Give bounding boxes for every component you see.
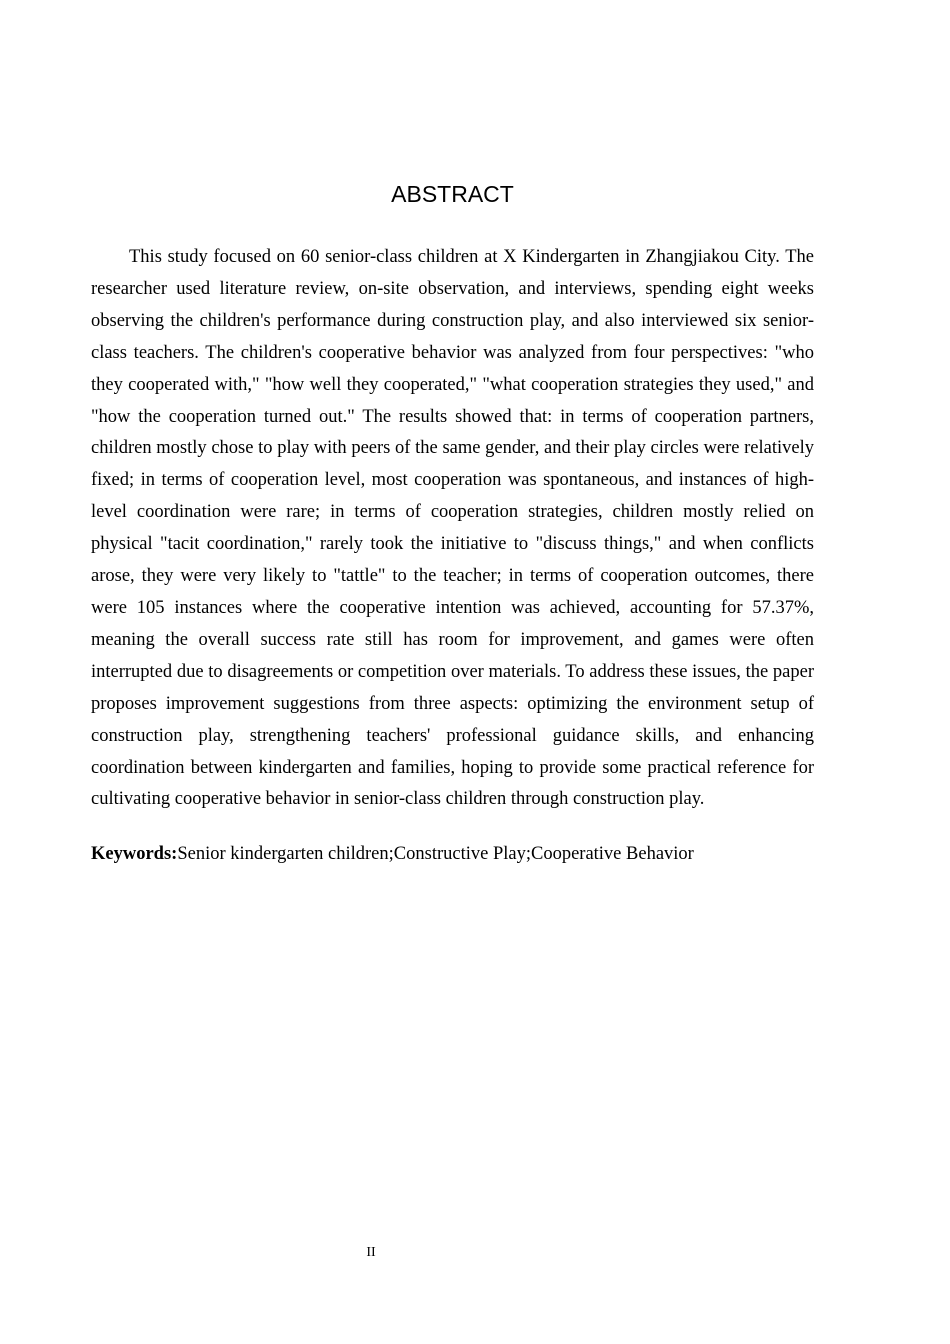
keywords-line	[91, 840, 814, 868]
keywords-text: Senior kindergarten children;Constructive Play;Cooperative Behavior	[177, 844, 694, 864]
abstract-title: ABSTRACT	[391, 181, 514, 207]
page-number: II	[366, 1245, 376, 1260]
abstract-body: This study focused on 60 senior-class children at X Kindergarten in Zhangjiakou City. The researcher used literature review, on-site observation, and interviews, spending eight weeks observing the children's performance during construction play, and also interviewed six senior-class teachers. The children's cooperative behavior was analyzed from four perspectives: "who they cooperated with," "how well they cooperated," "what cooperation strategies they used," and "how the cooperation turned out." The results showed that: in terms of cooperation partners, children mostly chose to play with peers of the same gender, and their play circles were relatively fixed; in terms of cooperation level, most cooperation was spontaneous, and instances of high-level coordination were rare; in terms of cooperation strategies, children mostly relied on physical "tacit coordination," rarely took the initiative to "discuss things," and when conflicts arose, they were very likely to "tattle" to the teacher; in terms of cooperation outcomes, there were 105 instances where the cooperative intention was achieved, accounting for 57.37%, meaning the overall success rate still has room for improvement, and games were often interrupted due to disagreements or competition over materials. To address these issues, the paper proposes improvement suggestions from three aspects: optimizing the environment setup of construction play, strengthening teachers' professional guidance skills, and enhancing coordination between kindergarten and families, hoping to provide some practical reference for cultivating cooperative behavior in senior-class children through construction play.	[91, 247, 814, 810]
keywords-label: Keywords:	[91, 844, 178, 864]
